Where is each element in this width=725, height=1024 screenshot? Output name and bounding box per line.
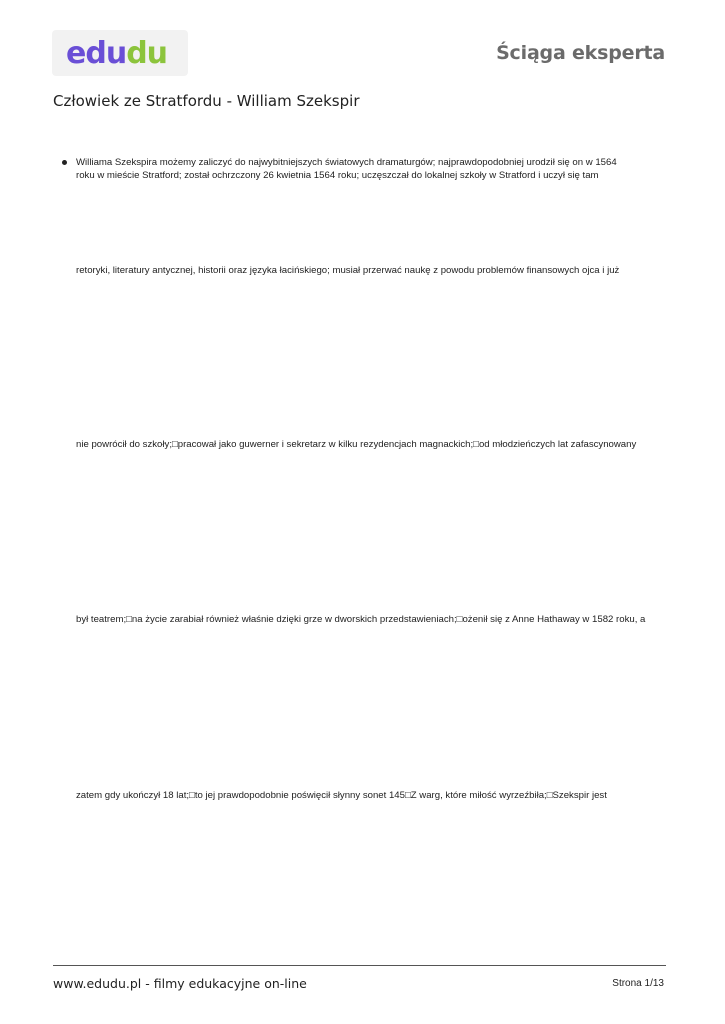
paragraph-line-2: roku w mieście Stratford; został ochrzczony 26 kwietnia 1564 roku; uczęszczał do lokalnej szkoły w Stratford i uczył się tam	[76, 170, 599, 181]
paragraph-line-6: zatem gdy ukończył 18 lat;□to jej prawdopodobnie poświęcił słynny sonet 145□Z warg, które miłość wyrzeźbiła;□Szekspir jest	[76, 790, 607, 801]
footer-site-link[interactable]: www.edudu.pl - filmy edukacyjne on-line	[53, 976, 307, 991]
document-title: Człowiek ze Stratfordu - William Szekspir	[53, 92, 360, 110]
logo-letters-du-1: du	[85, 36, 127, 71]
paragraph-line-4: nie powrócił do szkoły;□pracował jako guwerner i sekretarz w kilku rezydencjach magnackich;□od młodzieńczych lat zafascynowany	[76, 439, 637, 450]
page-number: Strona 1/13	[612, 978, 664, 989]
svg-text:edudu	[66, 36, 167, 71]
paragraph-line-3: retoryki, literatury antycznej, historii oraz języka łacińskiego; musiał przerwać naukę z powodu problemów finansowych ojca i już	[76, 265, 620, 276]
paragraph-line-1: Williama Szekspira możemy zaliczyć do najwybitniejszych światowych dramaturgów; najprawdopodobniej urodził się on w 1564	[76, 157, 617, 168]
brand-tagline: Ściąga eksperta	[496, 42, 665, 64]
edudu-logo[interactable]	[52, 30, 188, 76]
footer-divider	[53, 965, 666, 966]
paragraph-line-5: był teatrem;□na życie zarabiał również właśnie dzięki grze w dworskich przedstawieniach;□ożenił się z Anne Hathaway w 1582 roku, a	[76, 614, 646, 625]
logo-letters-du-2: du	[126, 36, 168, 71]
bullet-icon	[62, 160, 67, 165]
logo-letter-e: e	[66, 36, 86, 71]
